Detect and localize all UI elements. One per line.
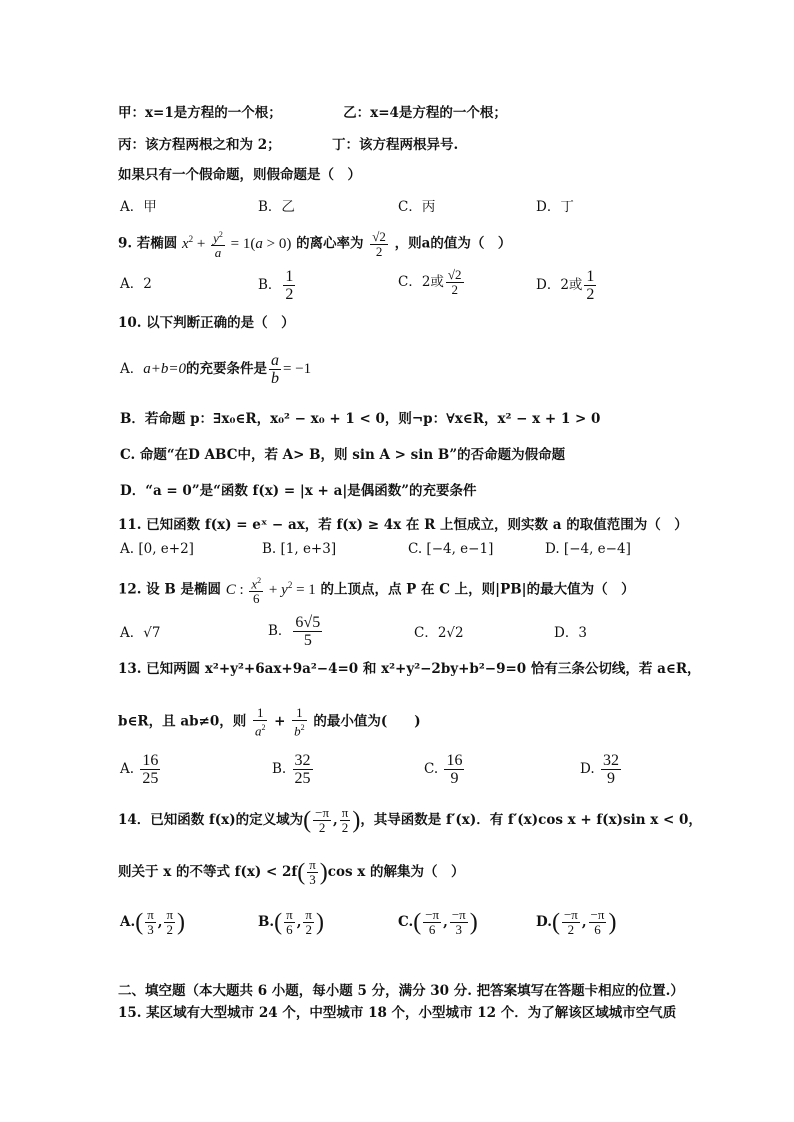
q11-stem: 11. 已知函数 f(x) = eˣ − ax，若 f(x) ≥ 4x 在 R 上恒成立，则实数 a 的取值范围为（ ） (118, 517, 688, 533)
q10-option-c: C. 命题“在D ABC中，若 A> B，则 sin A > sin B”的否命题为假命题 (120, 447, 566, 463)
q9-option-c: C．2或 $\frac{√2}{2}$ (398, 267, 462, 297)
q11-option-a: A. [0, e+2] (120, 541, 194, 557)
q12-option-a: A．√7 (120, 625, 161, 641)
q14-stem-line2: 则关于 x 的不等式 f(x) < 2f( $\frac{\pi}{3}$ )cos x 的解集为（ ） (118, 857, 465, 887)
q14-option-d: D.( $\frac{-\pi}{2}$ , $\frac{-\pi}{6}$ ) (536, 907, 617, 937)
q12-option-d: D．3 (554, 625, 587, 641)
q13-option-d: D. $\frac{32}{9}$ (580, 752, 619, 787)
q15-stem: 15. 某区域有大型城市 24 个，中型城市 18 个，小型城市 12 个．为了解该区域城市空气质 (118, 1005, 677, 1021)
q13-option-c: C. $\frac{16}{9}$ (424, 752, 463, 787)
q14-option-a: A.( $\frac{\pi}{3}$ , $\frac{\pi}{2}$ ) (120, 907, 186, 937)
q8-option-c: C．丙 (398, 199, 436, 215)
q9-stem: 9. 若椭圆 $x^2$ + $\frac{y^2}{a}$ = 1(a > 0) 的离心率为 $\frac{√2}{2}$ ，则a的值为（ ） (118, 228, 512, 261)
q11-option-d: D. [−4, e−4] (545, 541, 631, 557)
q13-stem-line2: b∈R，且 ab≠0，则 $\frac{1}{a^2}$ + $\frac{1}{b^2}$ 的最小值为( ) (118, 705, 421, 739)
question-prompt: 如果只有一个假命题，则假命题是（ ） (118, 167, 361, 183)
q12-option-c: C．2√2 (414, 625, 464, 641)
q10-option-a: A．a+b=0的充要条件是 $\frac{a}{b}$ = −1 (120, 352, 312, 387)
q11-option-c: C. [−4, e−1] (408, 541, 494, 557)
q12-option-b: B． $\frac{6√5}{5}$ (268, 614, 321, 649)
q10-option-d: D．“a = 0”是“函数 f(x) = |x + a|是偶函数”的充要条件 (120, 483, 477, 499)
q9-option-d: D．2或 $\frac{1}{2}$ (536, 268, 595, 303)
q13-stem-line1: 13. 已知两圆 x²+y²+6ax+9a²−4=0 和 x²+y²−2by+b²−9=0 恰有三条公切线，若 a∈R， (118, 661, 701, 677)
q9-option-a: A．2 (120, 276, 152, 292)
statement-jia-yi: 甲：x=1是方程的一个根； 乙：x=4是方程的一个根； (118, 105, 507, 121)
q9-option-b: B． $\frac{1}{2}$ (258, 268, 294, 303)
q9-ellipse-formula: $x^2$ + $\frac{y^2}{a}$ = 1(a > 0) (182, 230, 292, 261)
statement-bing-ding: 丙：该方程两根之和为 2； 丁：该方程两根异号. (118, 137, 459, 153)
section-heading-fill-in: 二、填空题（本大题共 6 小题，每小题 5 分，满分 30 分. 把答案填写在答题卡相应的位置.） (118, 983, 684, 999)
q14-stem-line1: 14．已知函数 f(x)的定义域为( $\frac{-\pi}{2}$ , $\frac{\pi}{2}$ )，其导函数是 f′(x)．有 f′(x)cos x + f(x)sin x < 0， (118, 805, 702, 835)
q10-option-b: B．若命题 p：∃x₀∈R，x₀² − x₀ + 1 < 0，则¬p：∀x∈R，x² − x + 1 > 0 (120, 411, 601, 427)
q10-stem: 10. 以下判断正确的是（ ） (118, 315, 295, 331)
q12-ellipse-formula: C : $\frac{x^2}{6}$ + $y^2 = 1$ (225, 576, 316, 607)
q8-option-a: A．甲 (120, 199, 157, 215)
q14-option-b: B.( $\frac{\pi}{6}$ , $\frac{\pi}{2}$ ) (258, 907, 324, 937)
q8-option-d: D．丁 (536, 199, 574, 215)
q13-option-a: A. $\frac{16}{25}$ (120, 752, 159, 787)
q13-option-b: B. $\frac{32}{25}$ (272, 752, 311, 787)
q11-option-b: B. [1, e+3] (262, 541, 337, 557)
q14-option-c: C.( $\frac{-\pi}{6}$ , $\frac{-\pi}{3}$ ) (398, 907, 478, 937)
q12-stem: 12. 设 B 是椭圆 C : $\frac{x^2}{6}$ + $y^2 = 1$ 的上顶点，点 P 在 C 上，则|PB|的最大值为（ ） (118, 576, 635, 607)
q8-option-b: B．乙 (258, 199, 295, 215)
